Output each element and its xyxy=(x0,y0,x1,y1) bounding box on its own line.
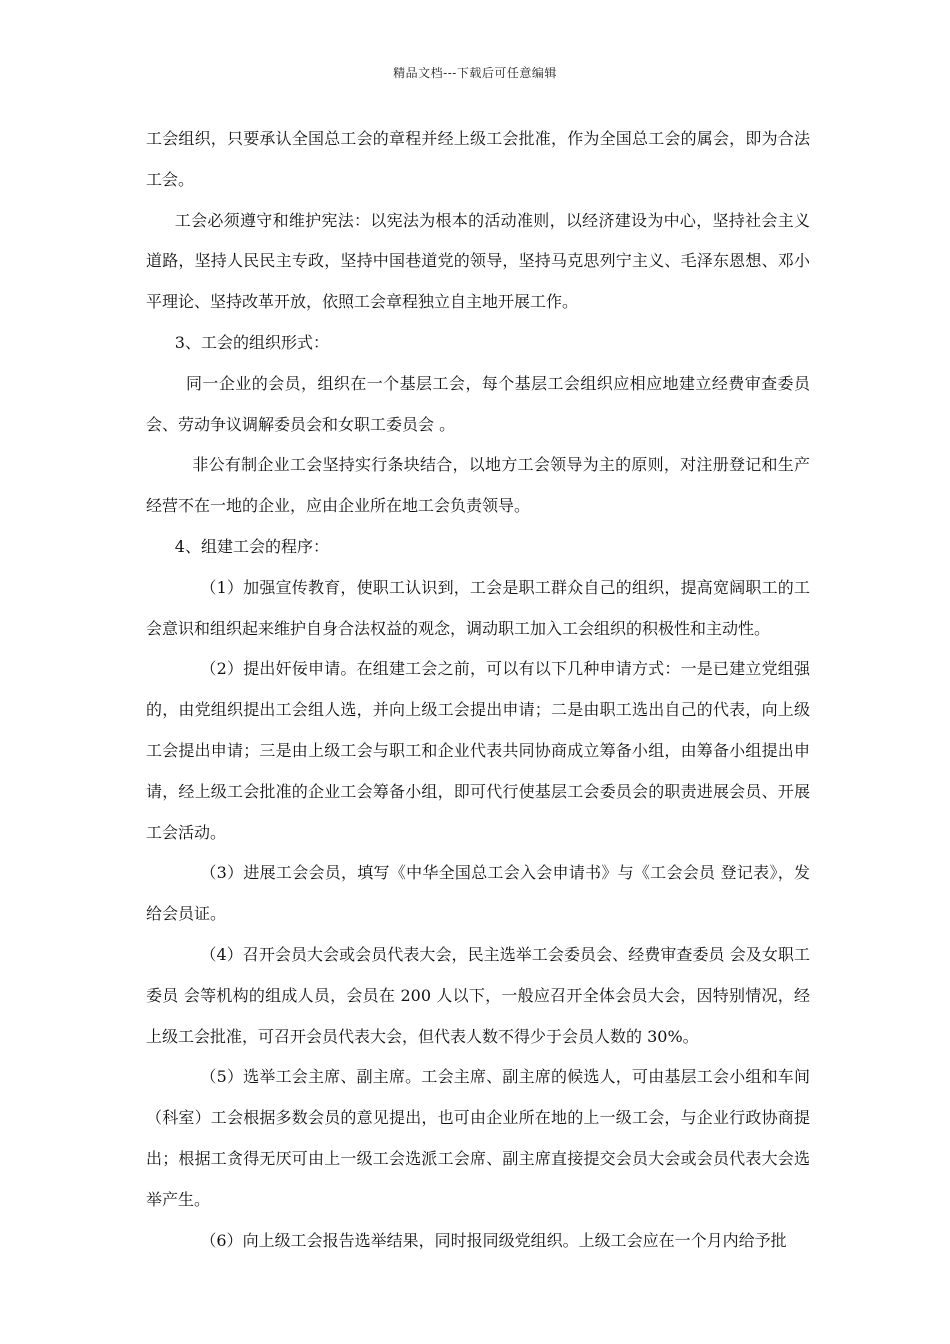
paragraph-step-6: （6）向上级工会报告选举结果，同时报同级党组织。上级工会应在一个月内给予批 xyxy=(200,1230,787,1250)
paragraph-step-1: （1）加强宣传教育，使职工认识到，工会是职工群众自己的组织，提高宽阔职工的工会意识和组织起来维护自身合法权益的观念，调动职工加入工会组织的积极性和主动性。 xyxy=(146,577,810,638)
page-header: 精品文档---下载后可任意编辑 xyxy=(393,66,557,80)
paragraph-step-4: （4）召开会员大会或会员代表大会，民主选举工会委员会、经费审查委员 会及女职工委员 会等机构的组成人员，会员在 200 人以下，一般应召开全体会员大会，因特别情况，经上级工会批准，可召开会员代表大会，但代表人数不得少于会员人数的 30%。 xyxy=(146,944,810,1046)
paragraph-step-5: （5）选举工会主席、副主席。工会主席、副主席的候选人，可由基层工会小组和车间（科室）工会根据多数会员的意见提出，也可由企业所在地的上一级工会，与企业行政协商提出；根据工贪得无厌可由上一级工会选派工会席、副主席直接提交会员大会或会员代表大会选举产生。 xyxy=(146,1067,810,1209)
paragraph-constitution: 工会必须遵守和维护宪法：以宪法为根本的活动准则，以经济建设为中心，坚持社会主义道路，坚持人民民主专政，坚持中国巷道党的领导，坚持马克思列宁主义、毛泽东恩想、邓小平理论、坚持改革开放，依照工会章程独立自主地开展工作。 xyxy=(146,210,810,312)
paragraph-step-2: （2）提出奸佞申请。在组建工会之前，可以有以下几种申请方式：一是已建立党组强的，由党组织提出工会组人选，并向上级工会提出申请；二是由职工选出自己的代表，向上级工会提出申请；三是由上级工会与职工和企业代表共同协商成立筹备小组，由筹备小组提出申请，经上级工会批准的企业工会筹备小组，即可代行使基层工会委员会的职责进展会员、开展工会活动。 xyxy=(146,659,810,842)
section-heading-organization-form: 3、工会的组织形式： xyxy=(174,332,329,352)
paragraph-legal-union: 工会组织，只要承认全国总工会的章程并经上级工会批准，作为全国总工会的属会，即为合法工会。 xyxy=(146,129,810,189)
paragraph-step-3: （3）进展工会会员，填写《中华全国总工会入会申请书》与《工会会员 登记表》，发给会员证。 xyxy=(146,863,810,924)
section-heading-procedure: 4、组建工会的程序： xyxy=(174,536,329,556)
paragraph-same-enterprise: 同一企业的会员，组织在一个基层工会，每个基层工会组织应相应地建立经费审查委员会、劳动争议调解委员会和女职工委员会 。 xyxy=(146,373,810,434)
paragraph-non-public: 非公有制企业工会坚持实行条块结合，以地方工会领导为主的原则，对注册登记和生产经营不在一地的企业，应由企业所在地工会负责领导。 xyxy=(146,455,810,516)
document-body xyxy=(146,119,810,1261)
